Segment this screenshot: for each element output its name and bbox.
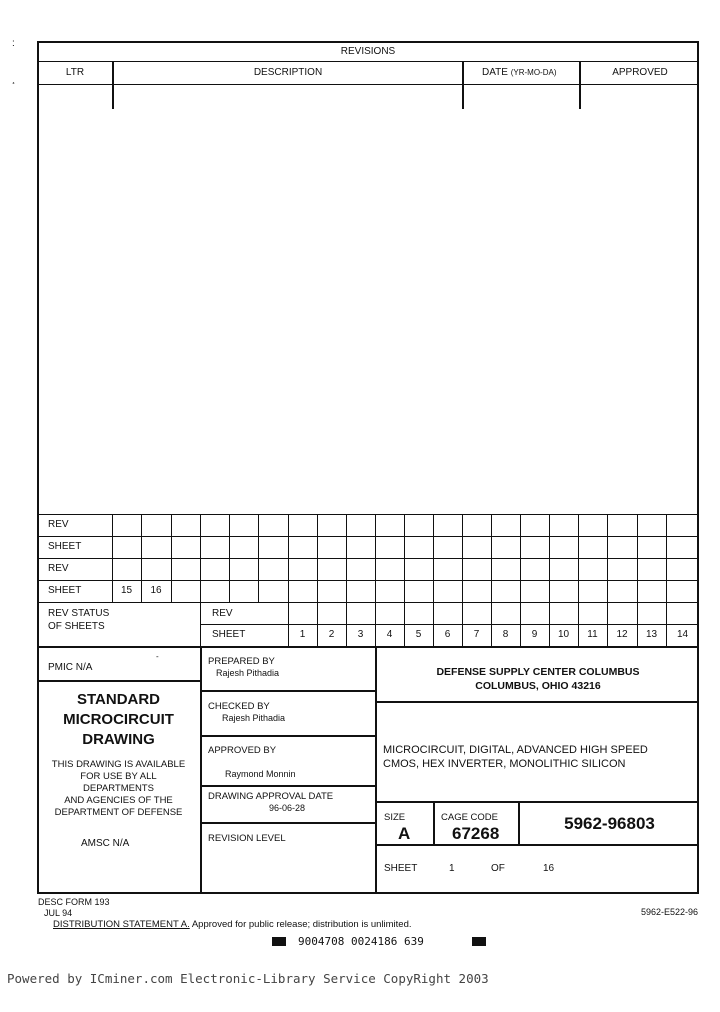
form-number: DESC FORM 193 — [38, 897, 110, 907]
divider — [200, 735, 375, 737]
barcode-bar — [472, 937, 486, 946]
grid-line — [433, 514, 434, 602]
grid-line — [520, 514, 521, 602]
rev-status-label: OF SHEETS — [48, 621, 105, 632]
grid-row-label: REV — [48, 519, 69, 530]
rev-status-label: REV STATUS — [48, 608, 110, 619]
grid-line — [37, 514, 699, 515]
standard-drawing-title — [37, 690, 200, 750]
drawing-description-line: MICROCIRCUIT, DIGITAL, ADVANCED HIGH SPEED — [383, 744, 648, 756]
drawing-description-line: CMOS, HEX INVERTER, MONOLITHIC SILICON — [383, 758, 626, 770]
margin-mark: ¸ — [12, 74, 16, 85]
col-approved: APPROVED — [612, 67, 668, 78]
grid-line — [37, 558, 699, 559]
rev-status-sheet-number: 8 — [502, 629, 509, 640]
rev-status-sheet-number: 7 — [473, 629, 480, 640]
divider — [375, 801, 699, 803]
grid-line — [200, 624, 699, 625]
rev-status-sheet-number: 13 — [645, 629, 658, 640]
checked-by-label: CHECKED BY — [208, 701, 270, 712]
grid-line — [229, 514, 230, 602]
grid-line — [317, 514, 318, 602]
grid-line — [462, 514, 463, 602]
grid-sheet-number: 16 — [150, 585, 162, 596]
barcode-text: 9004708 0024186 639 — [298, 935, 424, 948]
title-line: MICROCIRCUIT — [63, 711, 174, 728]
cage-code-value: 67268 — [452, 824, 500, 843]
rev-status-sheet-label: SHEET — [212, 629, 246, 640]
sheet-label: SHEET — [384, 863, 418, 874]
form-date: JUL 94 — [44, 908, 73, 918]
divider — [200, 785, 375, 787]
rev-status-sheet-number: 3 — [357, 629, 364, 640]
checked-by-name: Rajesh Pithadia — [222, 713, 286, 723]
sheet-of-label: OF — [491, 863, 505, 874]
prepared-by-name: Rajesh Pithadia — [216, 668, 280, 678]
grid-line — [549, 514, 550, 602]
powered-by-banner: Powered by ICminer.com Electronic-Library Service CopyRight 2003 — [7, 971, 489, 986]
tick-mark: - — [156, 652, 159, 661]
grid-line — [200, 514, 201, 602]
grid-line — [375, 514, 376, 602]
grid-line — [37, 536, 699, 537]
grid-row-label: REV — [48, 563, 69, 574]
grid-line — [37, 602, 699, 603]
grid-line — [346, 514, 347, 602]
grid-line — [288, 514, 289, 602]
rev-status-sheet-number: 14 — [676, 629, 689, 640]
size-label: SIZE — [384, 812, 406, 823]
divider — [462, 61, 464, 109]
rev-status-sheet-number: 10 — [557, 629, 570, 640]
divider — [200, 690, 375, 692]
drawing-number: 5962-96803 — [564, 814, 655, 833]
revision-level-label: REVISION LEVEL — [208, 833, 286, 844]
amsc-label: AMSC N/A — [81, 838, 130, 849]
divider — [37, 61, 699, 62]
distribution-statement: DISTRIBUTION STATEMENT A. Approved for public release; distribution is unlimited. — [53, 919, 412, 930]
cage-code-label: CAGE CODE — [441, 812, 499, 823]
col-description: DESCRIPTION — [253, 67, 323, 78]
divider — [433, 801, 435, 845]
rev-status-sheet-number: 12 — [616, 629, 628, 640]
rev-status-sheet-number: 1 — [299, 629, 306, 640]
grid-line — [171, 514, 172, 602]
divider — [37, 646, 699, 648]
grid-row-label: SHEET — [48, 541, 82, 552]
approval-date-label: DRAWING APPROVAL DATE — [208, 791, 334, 802]
grid-line — [578, 514, 579, 602]
rev-status-sheet-number: 4 — [386, 629, 393, 640]
rev-status-sheet-number: 9 — [531, 629, 538, 640]
col-date: DATE (YR-MO-DA) — [482, 67, 557, 78]
dscc-address: COLUMBUS, OHIO 43216 — [475, 680, 601, 692]
rev-status-sheet-number: 11 — [587, 629, 598, 640]
approved-by-label: APPROVED BY — [208, 745, 277, 756]
grid-line — [200, 602, 201, 646]
rev-status-sheet-number: 5 — [415, 629, 422, 640]
rev-status-rev-label: REV — [212, 608, 233, 619]
grid-line — [258, 514, 259, 602]
sheet-total: 16 — [543, 863, 555, 874]
col-ltr: LTR — [65, 67, 85, 78]
grid-line — [491, 514, 492, 602]
divider — [37, 84, 699, 85]
divider — [375, 701, 699, 703]
approved-by-name: Raymond Monnin — [225, 769, 296, 779]
rev-status-sheet-number: 6 — [444, 629, 451, 640]
grid-row-label: SHEET — [48, 585, 82, 596]
barcode-bar — [272, 937, 286, 946]
size-value: A — [398, 824, 411, 843]
divider — [37, 680, 200, 682]
document-code: 5962-E522-96 — [641, 907, 699, 917]
grid-line — [404, 514, 405, 602]
pmic-label: PMIC N/A — [48, 662, 93, 673]
divider — [200, 822, 375, 824]
approval-date-value: 96-06-28 — [269, 803, 306, 813]
prepared-by-label: PREPARED BY — [208, 656, 275, 667]
revisions-title: REVISIONS — [340, 46, 396, 57]
grid-line — [637, 514, 638, 602]
title-line: DRAWING — [82, 731, 155, 748]
title-line: STANDARD — [76, 691, 161, 708]
divider — [375, 844, 699, 846]
grid-line — [607, 514, 608, 602]
grid-line — [37, 580, 699, 581]
margin-mark: : — [12, 38, 15, 49]
grid-sheet-number: 15 — [120, 585, 133, 596]
availability-statement: THIS DRAWING IS AVAILABLE FOR USE BY ALL DEPARTMENTS AND AGENCIES OF THE DEPARTMENT OF DEFENSE — [51, 759, 186, 818]
dscc-name: DEFENSE SUPPLY CENTER COLUMBUS — [436, 666, 640, 678]
rev-status-sheet-number: 2 — [328, 629, 335, 640]
divider — [200, 646, 202, 894]
grid-line — [666, 514, 667, 602]
sheet-number: 1 — [449, 863, 455, 874]
